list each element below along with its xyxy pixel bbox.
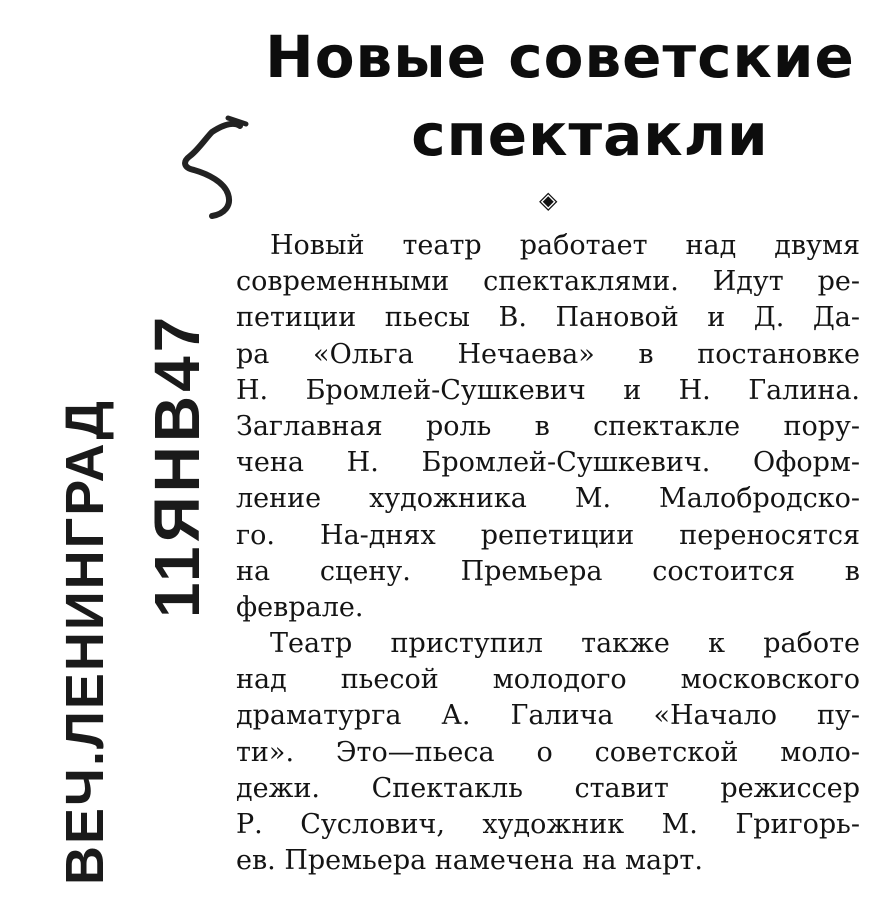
text-line: ти». Это—пьеса о советской моло-: [236, 736, 860, 768]
text-line: дежи. Спектакль ставит режиссер: [236, 772, 860, 804]
stamp-date: 11ЯНВ47: [141, 312, 213, 618]
text-line: современными спектаклями. Идут ре-: [236, 266, 860, 298]
text-line: драматурга А. Галича «Начало пу-: [236, 700, 860, 732]
text-line: над пьесой молодого московского: [236, 664, 860, 696]
handwritten-5-mark-icon: [172, 112, 252, 222]
text-line: феврале.: [236, 591, 364, 623]
text-line: Театр приступил также к работе: [270, 628, 860, 660]
text-line: на сцену. Премьера состоится в: [236, 555, 860, 587]
text-line: го. На-днях репетиции переносятся: [236, 519, 860, 551]
text-line: ление художника М. Малобродско-: [236, 483, 860, 515]
headline: [260, 18, 860, 174]
article-body: [236, 228, 860, 879]
text-line: чена Н. Бромлей-Сушкевич. Оформ-: [236, 447, 860, 479]
text-line: ев. Премьера намечена на март.: [236, 845, 703, 877]
text-line: ра «Ольга Нечаева» в постановке: [236, 338, 860, 370]
headline-line-1: Новые советские: [265, 23, 855, 91]
ornament-icon: ◈: [539, 186, 558, 214]
text-line: петиции пьесы В. Пановой и Д. Да-: [236, 302, 860, 334]
text-line: Р. Суслович, художник М. Григорь-: [236, 809, 860, 840]
paragraph-2: [236, 626, 860, 879]
headline-line-2: спектакли: [411, 101, 769, 169]
paragraph-1: [236, 228, 860, 626]
text-line: Н. Бромлей-Сушкевич и Н. Галина.: [236, 374, 860, 406]
text-line: Новый театр работает над двумя: [270, 230, 860, 261]
stamp-city: ВЕЧ.ЛЕНИНГРАД: [55, 398, 115, 885]
text-line: Заглавная роль в спектакле пору-: [236, 410, 860, 442]
